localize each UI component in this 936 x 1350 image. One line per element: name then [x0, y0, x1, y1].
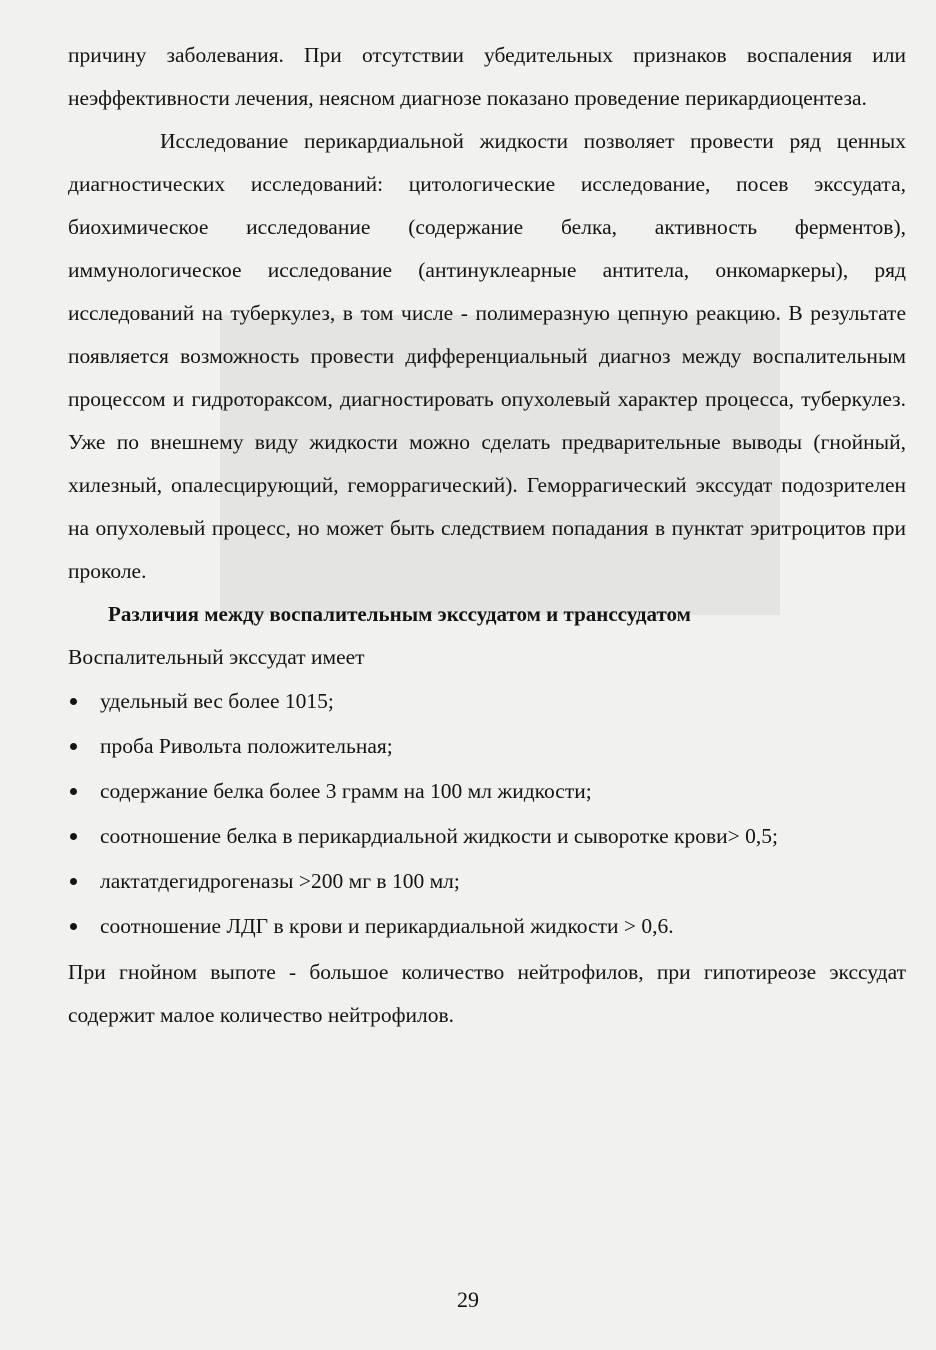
list-item: соотношение белка в перикардиальной жидкости и сыворотке крови> 0,5;: [68, 814, 906, 859]
criteria-list: [68, 679, 906, 949]
section-heading: Различия между воспалительным экссудатом и транссудатом: [108, 602, 691, 626]
page-content: [68, 34, 906, 1037]
list-item: проба Ривольта положительная;: [68, 724, 906, 769]
paragraph-1: причину заболевания. При отсутствии убедительных признаков воспаления или неэффективности лечения, неясном диагнозе показано проведение перикардиоцентеза.: [68, 43, 906, 110]
list-intro: Воспалительный экссудат имеет: [68, 645, 365, 669]
list-item: содержание белка более 3 грамм на 100 мл жидкости;: [68, 769, 906, 814]
bullet-icon: [70, 833, 77, 840]
bullet-icon: [70, 878, 77, 885]
list-item: соотношение ЛДГ в крови и перикардиальной жидкости > 0,6.: [68, 904, 906, 949]
list-item: лактатдегидрогеназы >200 мг в 100 мл;: [68, 859, 906, 904]
closing-paragraph: При гнойном выпоте - большое количество нейтрофилов, при гипотиреозе экссудат содержит малое количество нейтрофилов.: [68, 960, 906, 1027]
bullet-icon: [70, 698, 77, 705]
bullet-icon: [70, 788, 77, 795]
page-number: 29: [457, 1287, 479, 1312]
bullet-icon: [70, 923, 77, 930]
bullet-icon: [70, 743, 77, 750]
paragraph-2: Исследование перикардиальной жидкости позволяет провести ряд ценных диагностических исследований: цитологические исследование, посев экссудата, биохимическое исследование (содержание белка, активность ферментов), иммунологическое исследование (антинуклеарные антитела, онкомаркеры), ряд исследований на туберкулез, в том числе - полимеразную цепную реакцию. В результате появляется возможность провести дифференциальный диагноз между воспалительным процессом и гидротораксом, диагностировать опухолевый характер процесса, туберкулез. Уже по внешнему виду жидкости можно сделать предварительные выводы (гнойный, хилезный, опалесцирующий, геморрагический). Геморрагический экссудат подозрителен на опухолевый процесс, но может быть следствием попадания в пунктат эритроцитов при проколе.: [68, 129, 906, 583]
list-item: удельный вес более 1015;: [68, 679, 906, 724]
